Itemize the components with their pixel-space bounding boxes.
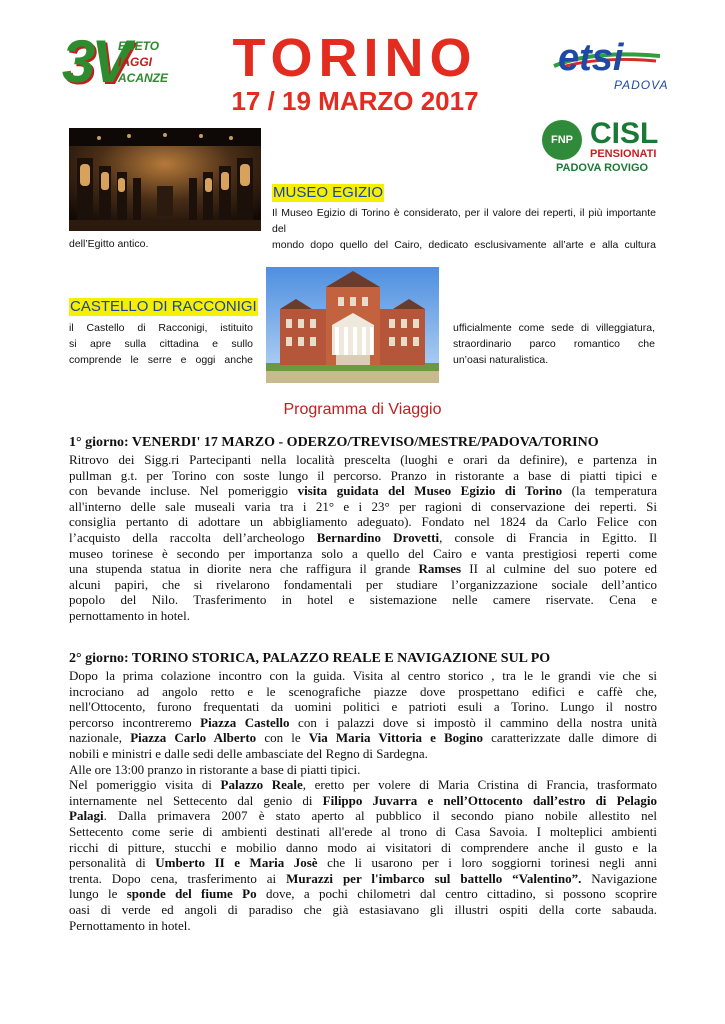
text-segment: l’acquisto della raccolta dell’archeologo xyxy=(69,529,317,545)
castello-text-left xyxy=(69,320,253,368)
castello-line: comprende le serre e oggi anche xyxy=(69,354,253,366)
text-segment: all'interno delle sale museali varia tra i 21° e i 23° per ragioni di conservazione dei reperti. Si xyxy=(69,498,657,514)
logo-3v-line2: IAGGI xyxy=(118,55,153,69)
text-line xyxy=(69,918,657,934)
bold-text: Bernardino Drovetti xyxy=(316,529,440,545)
text-segment: nobili e ministri e dalle sedi delle ambasciate del Regno di Sardegna. xyxy=(69,745,428,761)
day2-heading: 2° giorno: TORINO STORICA, PALAZZO REALE E NAVIGAZIONE SUL PO xyxy=(69,651,551,666)
castello-line: un’oasi naturalistica. xyxy=(453,354,549,366)
text-line xyxy=(69,840,657,856)
text-line xyxy=(69,684,657,700)
text-segment: nazionale, xyxy=(69,730,131,746)
logo-3v-veneto-viaggi-vacanze xyxy=(62,30,182,104)
text-segment: II al culmine del suo potere ed xyxy=(461,561,657,577)
text-line xyxy=(69,902,657,918)
text-segment: , eretto per volere di Maria Cristina di Francia, trasformato xyxy=(302,777,657,793)
bold-text: Umberto II e Maria Josè xyxy=(155,855,318,871)
text-segment: incrociano ad angolo retto e le scenografiche piazze dove prospettano edifici e caffè che, xyxy=(69,683,657,699)
text-line xyxy=(69,530,657,546)
bold-text: visita guidata del Museo Egizio di Torino xyxy=(297,483,563,499)
text-line xyxy=(69,546,657,562)
logo-3v-line3: ACANZE xyxy=(118,71,168,85)
text-segment: alcuni papiri, che si rivelarono fondamentali per studiare l’organizzazione sociale dell’antico xyxy=(69,576,657,592)
text-segment: museo torinese è secondo per importanza solo a quello del Cairo e vanta prestigiosi reperti come xyxy=(69,545,657,561)
text-line xyxy=(69,514,657,530)
programma-title: Programma di Viaggio xyxy=(283,401,442,418)
text-segment: percorso incontreremo xyxy=(69,714,201,730)
castello-line: straordinario parco romantico che xyxy=(453,338,655,350)
text-line xyxy=(69,762,657,778)
day2-text xyxy=(69,668,657,933)
day1-heading: 1° giorno: VENERDI' 17 MARZO - ODERZO/TREVISO/MESTRE/PADOVA/TORINO xyxy=(69,435,599,450)
text-line xyxy=(69,561,657,577)
text-line xyxy=(69,668,657,684)
text-segment: popolo del Nilo. Trasferimento in hotel e sistemazione nelle camere riservate. Cena e xyxy=(69,592,657,608)
cisl-pensionati: PENSIONATI xyxy=(590,148,657,160)
bold-text: Palagi xyxy=(69,808,104,824)
text-line xyxy=(69,746,657,762)
museo-line: mondo dopo quello del Cairo, dedicato esclusivamente all’arte e alla cultura xyxy=(272,239,656,251)
text-line xyxy=(69,777,657,793)
logo-fnp-cisl xyxy=(538,118,668,176)
text-line xyxy=(69,871,657,887)
museo-heading: MUSEO EGIZIO xyxy=(273,184,384,201)
text-segment: caratterizzate dalle dimore di xyxy=(483,730,658,746)
castello-racconigi-photo xyxy=(266,267,439,383)
text-line xyxy=(69,886,657,902)
text-segment: con i palazzi dove si impostò il cammino della nostra unità xyxy=(289,714,657,730)
museo-line: Il Museo Egizio di Torino è considerato, per il valore dei reperti, il più importante del xyxy=(272,207,656,235)
logo-3v-mark: 3V xyxy=(62,28,128,95)
text-line xyxy=(69,730,657,746)
castello-line: ufficialmente come sede di villeggiatura, xyxy=(453,322,655,334)
text-segment: una stupenda statua in diorite nera che raffigura il grande xyxy=(69,561,419,577)
bold-text: Piazza Carlo Alberto xyxy=(130,730,257,746)
text-segment: , console di Francia in Egitto. Il xyxy=(439,529,657,545)
castello-line: si apre sulla cittadina e sullo xyxy=(69,338,253,350)
fnp-badge-icon: FNP xyxy=(542,120,582,160)
etsi-sub: PADOVA xyxy=(614,78,669,92)
museo-egizio-photo xyxy=(69,128,261,231)
text-line xyxy=(69,855,657,871)
bold-text: sponde del fiume Po xyxy=(126,886,257,902)
text-segment: Pernottamento in hotel. xyxy=(69,917,191,933)
text-line xyxy=(69,824,657,840)
text-line xyxy=(69,452,657,468)
text-line xyxy=(69,499,657,515)
text-segment: ricchi di pitture, stucchi e mobilio danno modo ai visitatori di comprendere anche il gusto e la xyxy=(69,839,657,855)
bold-text: Filippo Juvarra e nell’Ottocento dall’estro di Pelagio xyxy=(322,792,657,808)
text-segment: consiglia pertanto di adottare un abbigliamento adeguato). Fondato nel 1824 da Carlo Felice con xyxy=(69,514,657,530)
logo-etsi-padova xyxy=(552,38,672,96)
text-segment: pernottamento in hotel. xyxy=(69,607,190,623)
text-segment: (la temperatura xyxy=(562,483,657,499)
text-line xyxy=(69,592,657,608)
cisl-name: CISL xyxy=(590,117,659,150)
bold-text: Ramses xyxy=(418,561,462,577)
page-title: TORINO xyxy=(232,28,478,88)
castello-heading: CASTELLO DI RACCONIGI xyxy=(70,298,257,315)
text-segment: che li usarono per i loro soggiorni torinesi negli anni xyxy=(317,855,658,871)
trip-dates: 17 / 19 MARZO 2017 xyxy=(231,86,479,116)
text-segment: Navigazione xyxy=(581,870,657,886)
text-segment: Dopo la prima colazione incontro con la guida. Visita al centro storico , tra le le grandi vie che si xyxy=(69,668,657,683)
bold-text: Via Maria Vittoria e Bogino xyxy=(308,730,484,746)
text-line xyxy=(69,468,657,484)
text-segment: Alle ore 13:00 pranzo in ristorante a base di piatti tipici. xyxy=(69,761,361,777)
text-segment: con le xyxy=(256,730,309,746)
text-line xyxy=(69,699,657,715)
etsi-word: etsi xyxy=(558,37,624,79)
text-segment: . Dalla primavera 2007 è stato aperto al pubblico il secondo piano nobile allestito nel xyxy=(103,808,657,824)
text-segment: Ritrovo dei Sigg.ri Partecipanti nella località prescelta (luoghi e orari da definire), e partenza in xyxy=(69,452,657,467)
text-segment: personalità di xyxy=(69,855,156,871)
logo-3v-line1: ENETO xyxy=(118,39,160,53)
text-segment: lungo le xyxy=(69,886,127,902)
text-line xyxy=(69,808,657,824)
text-segment: internamente nel Settecento dal genio di xyxy=(69,792,323,808)
text-segment: Settecento come serie di ambienti destinati all'erede al trono di Casa Savoia. I molteplici ambienti xyxy=(69,823,657,839)
text-segment: nell'Ottocento, furono frequentati da uomini politici e patrioti esuli a Torino. Lungo il nostro xyxy=(69,699,657,715)
text-line xyxy=(69,577,657,593)
museo-text xyxy=(272,205,656,253)
castello-text-right xyxy=(453,320,655,368)
text-segment: con bevande incluse. Nel pomeriggio xyxy=(69,483,298,499)
bold-text: Piazza Castello xyxy=(200,714,290,730)
bold-text: Palazzo Reale xyxy=(220,777,303,793)
text-segment: dove, a pochi chilometri dal centro cittadino, si possono scoprire xyxy=(256,886,657,902)
text-segment: trenta. Dopo cena, trasferimento ai xyxy=(69,870,287,886)
text-segment: oasi di verde ed angoli di paradiso che già estasiavano gli illustri ospiti della corte sabauda. xyxy=(69,901,657,917)
bold-text: Murazzi per l'imbarco sul battello “Valentino”. xyxy=(286,870,582,886)
day1-text xyxy=(69,452,657,624)
logo-3v-words xyxy=(118,38,168,86)
text-line xyxy=(69,483,657,499)
text-line xyxy=(69,715,657,731)
cisl-province: PADOVA ROVIGO xyxy=(556,162,649,174)
text-segment: Nel pomeriggio visita di xyxy=(69,777,221,793)
text-line xyxy=(69,608,657,624)
text-segment: pullman g.t. per Torino con soste lungo il percorso. Pranzo in ristorante a base di piatti tipici e xyxy=(69,467,657,483)
text-line xyxy=(69,793,657,809)
castello-line: il Castello di Racconigi, istituito xyxy=(69,322,253,334)
museo-line: dell’Egitto antico. xyxy=(69,238,149,250)
